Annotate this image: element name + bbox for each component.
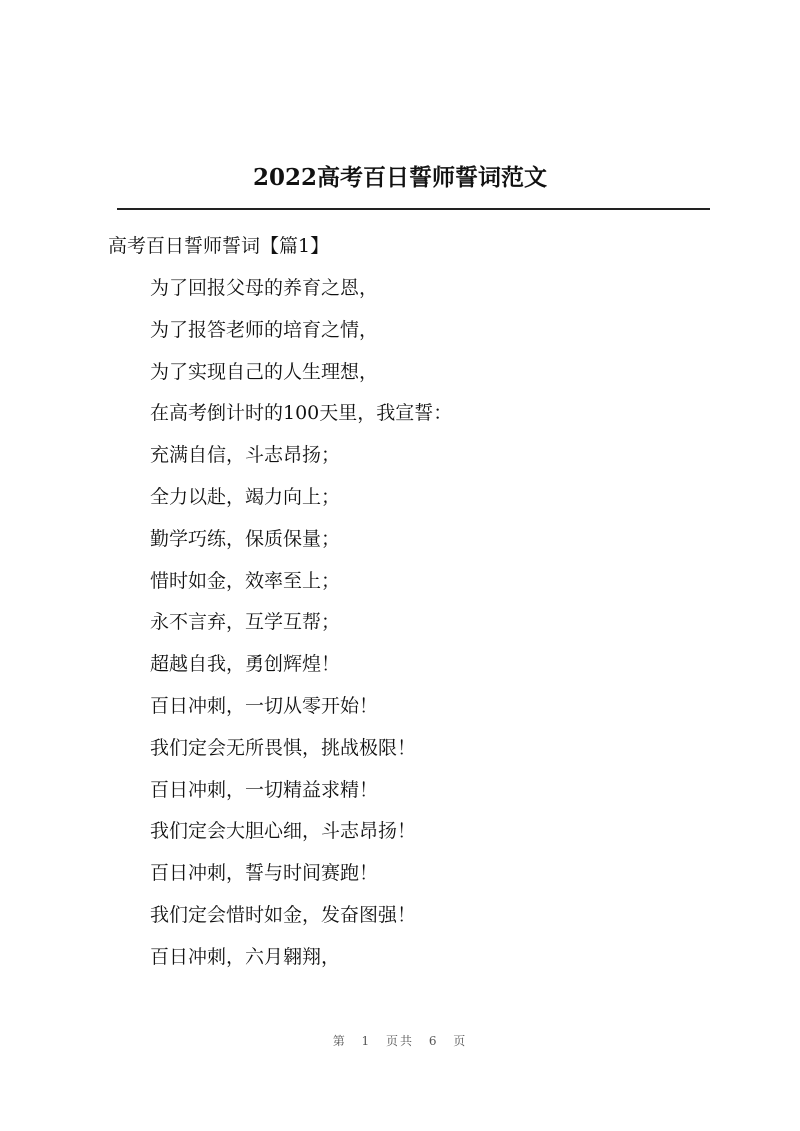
oath-line: 百日冲刺，六月翱翔， — [150, 945, 341, 968]
document-title: 2022高考百日誓师誓词范文 — [252, 164, 547, 191]
oath-line: 全力以赴，竭力向上； — [150, 485, 341, 508]
oath-line: 超越自我，勇创辉煌！ — [150, 653, 341, 676]
oath-line: 我们定会惜时如金，发奋图强！ — [150, 903, 417, 926]
page-number-footer: 第 1 页共 6 页 — [332, 1034, 468, 1048]
oath-line: 我们定会大胆心细，斗志昂扬！ — [150, 820, 417, 843]
title-divider — [117, 208, 710, 210]
oath-line: 勤学巧练，保质保量； — [150, 527, 341, 550]
oath-line: 为了回报父母的养育之恩， — [150, 277, 379, 299]
oath-text-block — [150, 270, 452, 981]
oath-line: 在高考倒计时的100天里，我宣誓： — [150, 402, 453, 425]
oath-line: 百日冲刺，誓与时间赛跑！ — [150, 862, 379, 885]
oath-line: 为了报答老师的培育之情， — [150, 318, 379, 341]
oath-line: 充满自信，斗志昂扬； — [150, 444, 341, 467]
section-heading: 高考百日誓师誓词【篇1】 — [108, 235, 330, 257]
oath-line: 惜时如金，效率至上； — [150, 569, 341, 592]
oath-line: 永不言弃，互学互帮； — [150, 611, 341, 634]
oath-line: 百日冲刺，一切从零开始！ — [150, 694, 379, 717]
oath-line: 百日冲刺，一切精益求精！ — [150, 778, 379, 801]
oath-line: 我们定会无所畏惧，挑战极限！ — [150, 736, 417, 759]
oath-line: 为了实现自己的人生理想， — [150, 360, 379, 383]
